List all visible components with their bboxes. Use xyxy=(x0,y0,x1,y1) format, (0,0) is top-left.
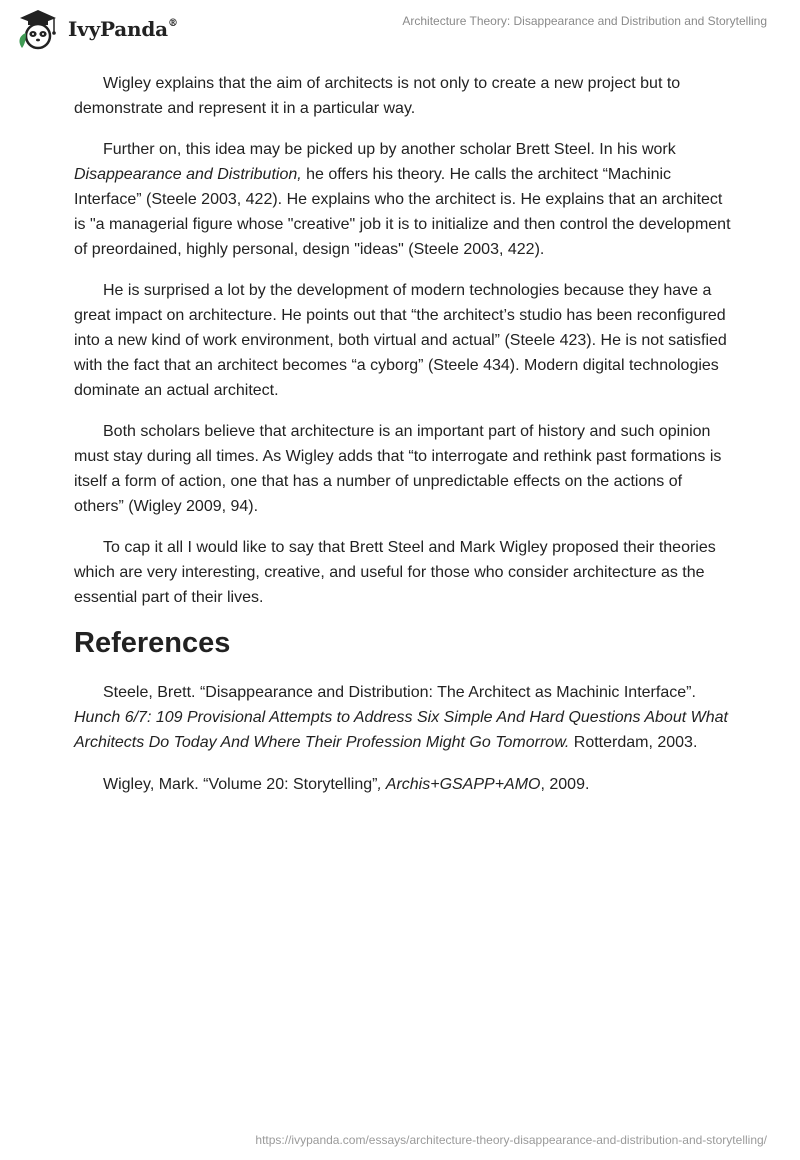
text-run: Wigley explains that the aim of architects is not only to create a new project but to demonstrate and represent it in a particular way. xyxy=(74,75,681,117)
text-run: Wigley, Mark. “Volume 20: Storytelling” xyxy=(103,776,378,793)
references-heading: References xyxy=(74,627,231,659)
body-paragraph xyxy=(74,71,734,121)
source-url[interactable]: https://ivypanda.com/essays/architecture-theory-disappearance-and-distribution-and-storytelling/ xyxy=(255,1133,767,1147)
essay-body xyxy=(74,71,734,814)
ivypanda-logo[interactable] xyxy=(14,8,178,50)
text-run: Further on, this idea may be picked up by another scholar Brett Steel. In his work xyxy=(103,141,676,158)
reference-entry xyxy=(74,680,734,755)
text-run: He is surprised a lot by the development of modern technologies because they have a great impact on architecture. He points out that “the architect’s studio has been reconfigured into a new kind of work environment, both virtual and actual” (Steele 423). He is not satisfied with the fact that an architect becomes “a cyborg” (Steele 434). Modern digital technologies dominate an actual architect. xyxy=(74,282,727,399)
essay-paragraphs xyxy=(74,71,734,610)
italic-text: Hunch 6/7: 109 Provisional Attempts to Address Six Simple And Hard Questions About What Architects Do Today And Where Their Profession Might Go Tomorrow. xyxy=(74,709,728,751)
text-run: , 2009. xyxy=(540,776,590,793)
body-paragraph xyxy=(74,278,734,403)
references-list xyxy=(74,680,734,797)
text-run: To cap it all I would like to say that Brett Steel and Mark Wigley proposed their theories which are very interesting, creative, and useful for those who consider architecture as the essential part of their lives. xyxy=(74,539,716,606)
text-run: he offers his theory. He calls the architect “Machinic Interface” (Steele 2003, 422). He explains who the architect is. He explains that an architect is "a managerial figure whose "creative" job it is to initialize and then control the development of preordained, highly personal, design "ideas" (Steele 2003, 422). xyxy=(74,166,731,258)
italic-text: Disappearance and Distribution, xyxy=(74,166,302,183)
text-run: Rotterdam, 2003. xyxy=(569,734,698,751)
reference-entry xyxy=(74,772,734,797)
body-paragraph xyxy=(74,137,734,262)
text-run: Both scholars believe that architecture is an important part of history and such opinion must stay during all times. As Wigley adds that “to interrogate and rethink past formations is itself a form of action, one that has a number of unpredictable effects on the actions of others” (Wigley 2009, 94). xyxy=(74,423,722,515)
text-run: Steele, Brett. “Disappearance and Distribution: The Architect as Machinic Interface”. xyxy=(103,684,696,701)
brand-name: IvyPanda® xyxy=(68,17,178,41)
panda-graduation-cap-icon xyxy=(14,8,62,50)
body-paragraph xyxy=(74,535,734,610)
italic-text: , Archis+GSAPP+AMO xyxy=(377,776,541,793)
body-paragraph xyxy=(74,419,734,519)
running-title: Architecture Theory: Disappearance and Distribution and Storytelling xyxy=(402,14,767,28)
page-header xyxy=(0,0,800,60)
